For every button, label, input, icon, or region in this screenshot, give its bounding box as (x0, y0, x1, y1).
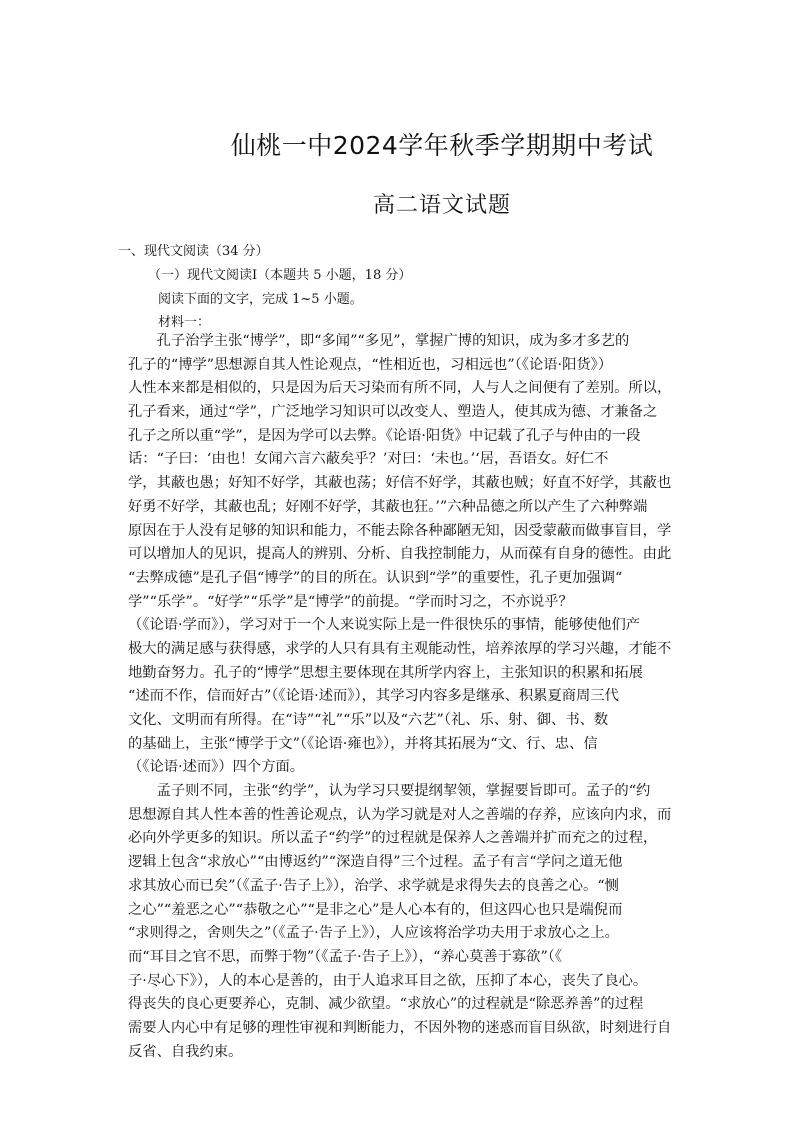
passage-line: “求则得之，舍则失之”（《孟子·告子上》），人应该将治学功夫用于求放心之上。 (128, 925, 619, 942)
passage-line: “述而不作，信而好古”（《论语·述而》），其学习内容多是继承、积累夏商周三代 (128, 688, 619, 705)
passage-line: 学，其蔽也愚；好知不好学，其蔽也荡；好信不好学，其蔽也贼；好直不好学，其蔽也 (128, 475, 672, 492)
passage-line: （《论语·述而》）四个方面。 (128, 759, 305, 776)
passage-body (128, 330, 740, 1064)
exam-subtitle: 高二语文试题 (372, 193, 511, 218)
passage-line: 得丧失的良心更要养心，克制、减少欲望。“求放心”的过程就是“除恶养善”的过程 (128, 996, 644, 1013)
passage-line: 地勤奋努力。孔子的“博学”思想主要体现在其所学内容上，主张知识的积累和拓展 (128, 664, 644, 681)
passage-line: 话：“子曰：‘由也！女闻六言六蔽矣乎？’对曰：‘未也。’‘居，吾语女。好仁不 (128, 451, 609, 468)
passage-line: 好勇不好学，其蔽也乱；好刚不好学，其蔽也狂。’”六种品德之所以产生了六种弊端 (128, 498, 648, 515)
material-label: 材料一： (158, 315, 211, 330)
passage-line: 子·尽心下》），人的本心是善的，由于人追求耳目之欲，压抑了本心，丧失了良心。 (128, 972, 648, 989)
passage-line: 文化、文明而有所得。在“诗”“礼”“乐”以及“六艺”（礼、乐、射、御、书、数 (128, 712, 609, 728)
passage-line: 思想源自其人性本善的性善论观点，认为学习就是对人之善端的存养，应该向内求，而 (128, 806, 672, 823)
passage-line: 孟子则不同，主张“约学”，认为学习只要提纲挈领，掌握要旨即可。孟子的“约 (128, 783, 651, 800)
passage-line: 逻辑上包含“求放心”“由博返约”“深造自得”三个过程。孟子有言“学问之道无他 (128, 854, 623, 871)
exam-title: 仙桃一中2024学年秋季学期期中考试 (230, 131, 654, 160)
passage-line: 学”“乐学”。“好学”“乐学”是“博学”的前提。“学而时习之，不亦说乎？ (128, 593, 573, 610)
passage-line: 求其放心而已矣”（《孟子·告子上》），治学、求学就是求得失去的良善之心。“恻 (128, 877, 619, 894)
passage-line: 之心”“羞恶之心”“恭敬之心”“是非之心”是人心本有的，但这四心也只是端倪而 (128, 901, 623, 918)
passage-line: 需要人内心中有足够的理性审视和判断能力，不因外物的迷惑而盲目纵欲，时刻进行自 (128, 1019, 672, 1036)
subsection-heading: （一）现代文阅读Ⅰ（本题共 5 小题，18 分） (148, 268, 412, 283)
passage-line: 极大的满足感与获得感，求学的人只有具有主观能动性，培养浓厚的学习兴趣，才能不 (128, 640, 672, 657)
passage-line: “去弊成德”是孔子倡“博学”的目的所在。认识到“学”的重要性，孔子更加强调“ (128, 569, 623, 586)
passage-line: 可以增加人的见识，提高人的辨别、分析、自我控制能力，从而葆有自身的德性。由此 (128, 546, 672, 563)
passage-line: 孔子看来，通过“学”，广泛地学习知识可以改变人、塑造人，使其成为德、才兼备之 (128, 404, 658, 421)
passage-line: 原因在于人没有足够的知识和能力，不能去除各种鄙陋无知，因受蒙蔽而做事盲目，学 (128, 522, 672, 539)
section-heading: 一、现代文阅读（34 分） (118, 244, 269, 259)
reading-instruction: 阅读下面的文字，完成 1~5 小题。 (158, 292, 363, 307)
passage-line: 孔子治学主张“博学”，即“多闻”“多见”，掌握广博的知识，成为多才多艺的 (128, 333, 630, 349)
passage-line: 人性本来都是相似的，只是因为后天习染而有所不同，人与人之间便有了差别。所以， (128, 380, 672, 397)
passage-line: （《论语·学而》），学习对于一个人来说实际上是一件很快乐的事情，能够使他们产 (128, 617, 641, 634)
passage-line: 的基础上，主张“博学于文”（《论语·雍也》），并将其拓展为“文、行、忠、信 (128, 735, 598, 752)
passage-line: 孔子之所以重“学”，是因为学可以去弊。《论语·阳货》中记载了孔子与仲由的一段 (128, 427, 641, 444)
passage-line: 反省、自我约束。 (128, 1043, 243, 1060)
passage-line: 孔子的“博学”思想源自其人性论观点，“性相近也，习相远也”（《论语·阳货》） (128, 356, 613, 373)
passage-line: 而“耳目之官不思，而弊于物”（《孟子·告子上》），“养心莫善于寡欲”（《 (128, 948, 563, 965)
passage-line: 必向外学更多的知识。所以孟子“约学”的过程就是保养人之善端并扩而充之的过程， (128, 830, 658, 847)
